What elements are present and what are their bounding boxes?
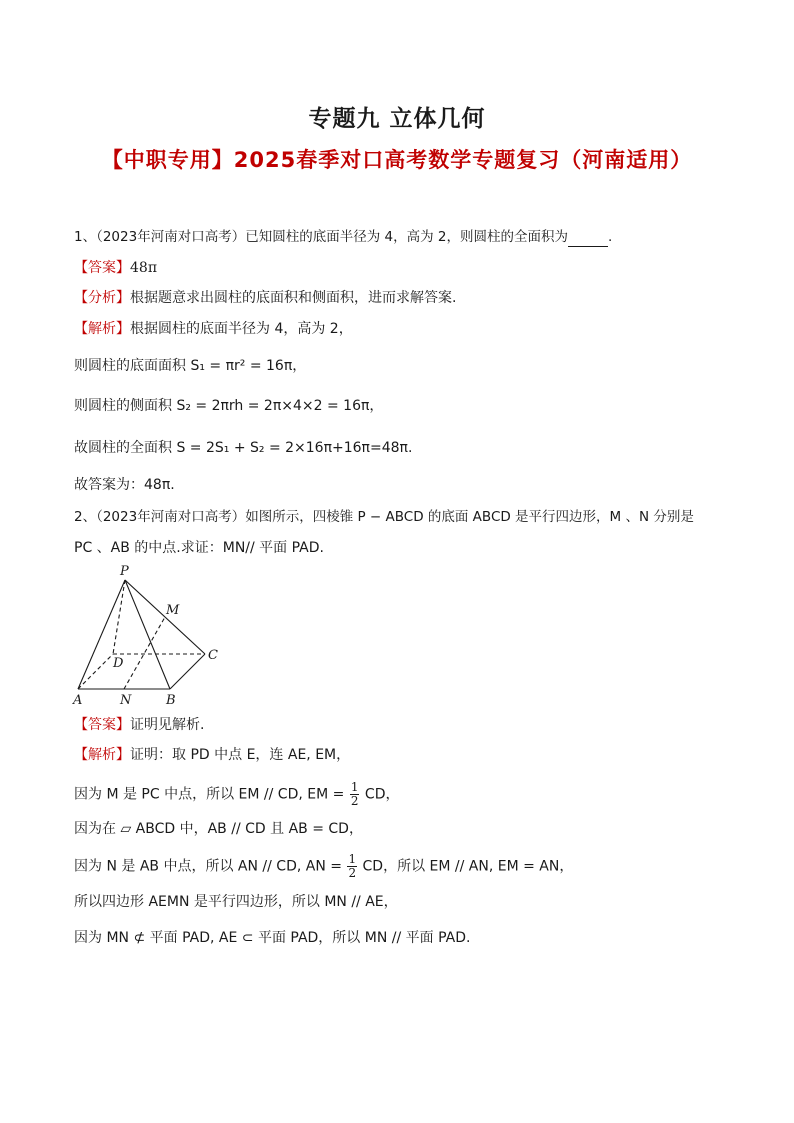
label-B: B (166, 693, 176, 708)
step1-text-end: CD， (364, 786, 400, 803)
label-M: M (166, 603, 180, 618)
solution-tag: 【解析】 (74, 321, 130, 337)
problem2-step5: 因为 MN ⊄ 平面 PAD, AE ⊂ 平面 PAD，所以 MN // 平面 PAD. (74, 930, 471, 946)
edge-PD (113, 580, 125, 654)
label-N: N (120, 693, 132, 708)
problem1-step1: 则圆柱的底面面积 S₁ = πr² = 16π， (74, 358, 307, 374)
pyramid-figure (70, 560, 230, 710)
problem2-step2: 因为在 ▱ ABCD 中，AB // CD 且 AB = CD， (74, 821, 363, 837)
edge-AD (78, 654, 113, 689)
problem2-question-line1: 2、（2023年河南对口高考）如图所示，四棱锥 P − ABCD 的底面 ABCD 是平行四边形，M 、N 分别是 (74, 509, 694, 525)
problem1-step2: 则圆柱的侧面积 S₂ = 2πrh = 2π×4×2 = 16π， (74, 398, 384, 414)
label-A: A (73, 693, 83, 708)
answer-tag: 【答案】 (74, 260, 130, 276)
problem2-answer (74, 715, 204, 735)
edge-PC (125, 580, 205, 654)
problem2-solution (74, 745, 350, 765)
problem2-step4: 所以四边形 AEMN 是平行四边形，所以 MN // AE， (74, 894, 398, 910)
step3-text-end: CD，所以 EM // AN, EM = AN， (362, 858, 574, 875)
frac-numerator: 1 (350, 780, 359, 794)
solution-tag: 【解析】 (74, 747, 130, 763)
answer-tag: 【答案】 (74, 717, 130, 733)
answer-text: 证明见解析. (130, 717, 205, 733)
problem1-question (74, 227, 612, 247)
page-subtitle: 【中职专用】2025春季对口高考数学专题复习（河南适用） (101, 148, 693, 172)
problem1-question-text: 1、（2023年河南对口高考）已知圆柱的底面半径为 4，高为 2，则圆柱的全面积为 (74, 229, 568, 245)
problem1-solution (74, 319, 353, 339)
step1-text: 因为 M 是 PC 中点，所以 EM // CD, EM = (74, 786, 345, 803)
problem2-question-line2: PC 、AB 的中点.求证：MN// 平面 PAD. (74, 540, 324, 556)
solution-text: 证明：取 PD 中点 E，连 AE, EM， (130, 747, 351, 763)
step3-text: 因为 N 是 AB 中点，所以 AN // CD, AN = (74, 858, 342, 875)
edge-PA (78, 580, 125, 689)
label-C: C (208, 648, 218, 663)
edge-PB (125, 580, 170, 689)
frac-denominator: 2 (348, 866, 357, 880)
label-P: P (120, 564, 129, 579)
problem1-step3: 故圆柱的全面积 S = 2S₁ + S₂ = 2×16π+16π=48π. (74, 440, 413, 456)
problem1-analysis (74, 288, 456, 308)
edge-BC (170, 654, 205, 689)
problem1-answer (74, 258, 157, 278)
answer-text: 48π (130, 260, 158, 276)
page-title: 专题九 立体几何 (308, 106, 486, 132)
solution-text: 根据圆柱的底面半径为 4，高为 2， (130, 321, 353, 337)
analysis-tag: 【分析】 (74, 290, 130, 306)
answer-blank (568, 232, 608, 247)
analysis-text: 根据题意求出圆柱的底面积和侧面积，进而求解答案. (130, 290, 457, 306)
problem2-step1 (74, 781, 399, 808)
fraction-one-half (347, 853, 357, 880)
label-D: D (113, 656, 124, 671)
frac-numerator: 1 (348, 852, 357, 866)
problem1-question-end: . (607, 229, 613, 245)
fraction-one-half (350, 781, 360, 808)
problem1-conclusion: 故答案为：48π. (74, 477, 175, 493)
frac-denominator: 2 (350, 794, 359, 808)
problem2-step3 (74, 853, 573, 880)
